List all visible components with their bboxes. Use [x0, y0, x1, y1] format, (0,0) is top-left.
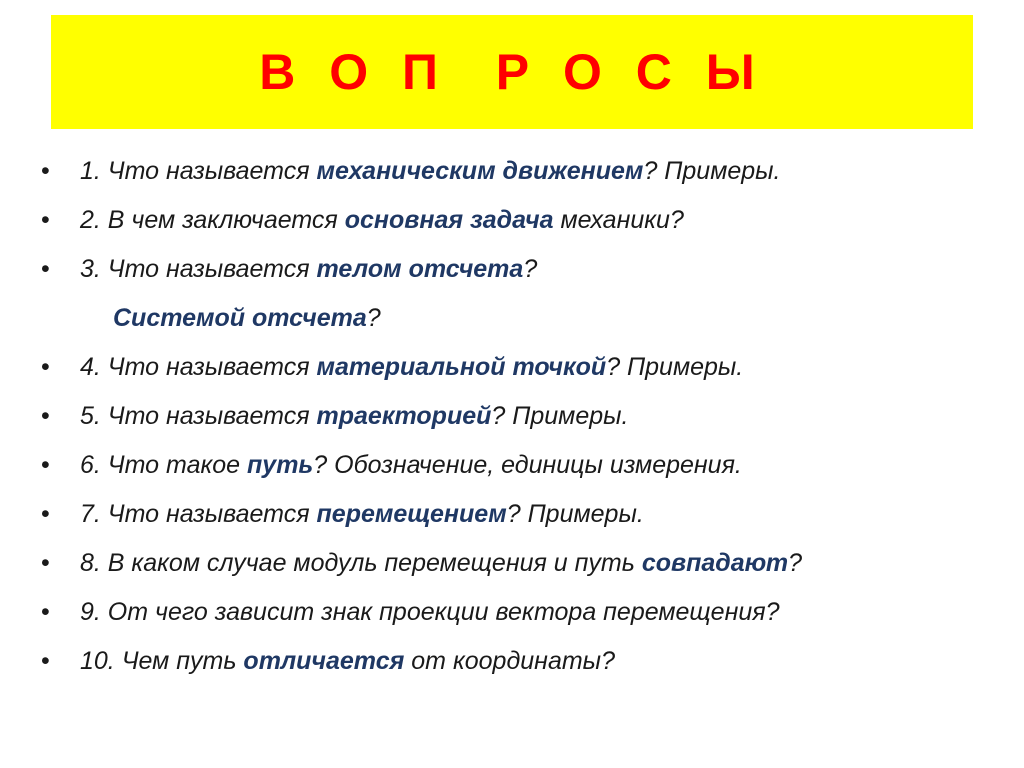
question-text — [80, 245, 537, 294]
question-prefix: 1. Что называется — [80, 157, 317, 185]
question-prefix: 4. Что называется — [80, 353, 317, 381]
question-text — [80, 588, 780, 637]
question-text — [80, 441, 742, 490]
question-prefix: 10. Чем путь — [80, 647, 244, 675]
question-suffix: ? — [366, 304, 381, 332]
bullet-marker: • — [41, 402, 50, 430]
slide-title: В О П Р О С Ы — [259, 44, 765, 100]
question-prefix: 3. Что называется — [80, 255, 317, 283]
question-item — [0, 343, 1024, 392]
question-suffix: от координаты? — [404, 647, 615, 675]
question-highlight: перемещением — [316, 500, 507, 528]
question-item — [0, 147, 1024, 196]
bullet-marker: • — [41, 549, 50, 577]
bullet-marker: • — [41, 500, 50, 528]
question-prefix: 5. Что называется — [80, 402, 317, 430]
bullet-marker: • — [41, 451, 50, 479]
question-suffix: ? — [523, 255, 538, 283]
question-suffix: ? Примеры. — [606, 353, 744, 381]
question-text — [113, 294, 381, 343]
question-highlight: механическим движением — [316, 157, 644, 185]
question-item — [0, 245, 1024, 294]
question-prefix: 7. Что называется — [80, 500, 317, 528]
question-item — [0, 490, 1024, 539]
question-prefix: 2. В чем заключается — [80, 206, 345, 234]
title-banner — [51, 15, 973, 129]
question-suffix: ? — [788, 549, 803, 577]
question-item — [0, 196, 1024, 245]
question-list — [0, 147, 1024, 686]
question-item — [0, 588, 1024, 637]
question-text — [80, 637, 615, 686]
question-suffix: ? Примеры. — [643, 157, 781, 185]
question-highlight: материальной точкой — [316, 353, 607, 381]
question-item — [0, 441, 1024, 490]
bullet-marker: • — [41, 598, 50, 626]
question-text — [80, 392, 628, 441]
question-prefix: 8. В каком случае модуль перемещения и путь — [80, 549, 642, 577]
bullet-marker: • — [41, 647, 50, 675]
bullet-marker: • — [41, 255, 50, 283]
bullet-marker: • — [41, 157, 50, 185]
question-text — [80, 147, 781, 196]
question-text — [80, 490, 644, 539]
question-prefix: 9. От чего зависит знак проекции вектора перемещения? — [80, 598, 780, 626]
question-suffix: ? Обозначение, единицы измерения. — [313, 451, 742, 479]
question-highlight: совпадают — [641, 549, 789, 577]
question-item — [0, 392, 1024, 441]
question-suffix: ? Примеры. — [506, 500, 644, 528]
bullet-marker: • — [41, 206, 50, 234]
question-highlight: отличается — [243, 647, 405, 675]
question-prefix: 6. Что такое — [80, 451, 248, 479]
question-text — [80, 343, 743, 392]
question-highlight: основная задача — [344, 206, 554, 234]
question-highlight: путь — [247, 451, 314, 479]
question-text — [80, 196, 684, 245]
question-text — [80, 539, 802, 588]
question-highlight: траекторией — [316, 402, 492, 430]
question-suffix: ? Примеры. — [491, 402, 629, 430]
question-highlight: телом отсчета — [316, 255, 524, 283]
question-item — [0, 637, 1024, 686]
bullet-marker: • — [41, 353, 50, 381]
question-highlight: Системой отсчета — [113, 304, 367, 332]
question-continuation — [0, 294, 1024, 343]
question-item — [0, 539, 1024, 588]
question-suffix: механики? — [553, 206, 684, 234]
